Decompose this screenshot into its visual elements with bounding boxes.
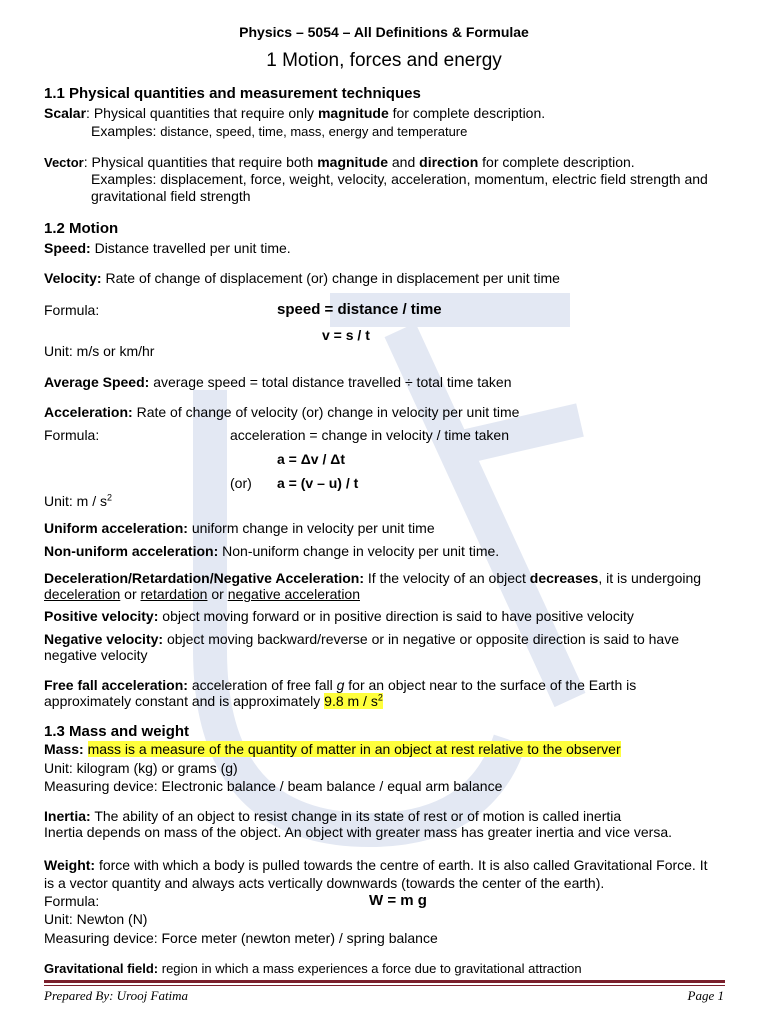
inertia-note: Inertia depends on mass of the object. An object with greater mass has greater inertia and vice versa. [44,824,673,840]
scalar-definition: Scalar: Physical quantities that require only magnitude for complete description. [44,105,546,121]
vector-examples-cont: gravitational field strength [91,188,251,204]
formula-label: Formula: [44,302,100,318]
section-heading-1-1: 1.1 Physical quantities and measurement techniques [44,85,421,102]
acceleration-formula-1: a = Δv / Δt [277,451,345,467]
weight-definition-cont: is a vector quantity and always acts vertically downwards (towards the center of the earth). [44,875,605,891]
mass-unit: Unit: kilogram (kg) or grams (g) [44,760,238,776]
uniform-acceleration-definition: Uniform acceleration: uniform change in velocity per unit time [44,520,435,536]
inertia-definition: Inertia: The ability of an object to resist change in its state of rest or of motion is called inertia [44,808,622,824]
footer-rule-thin [44,985,725,986]
free-fall-value: 9.8 m / $s^2$ [324,692,383,709]
weight-formula: W = m g [369,892,427,909]
section-heading-1-2: 1.2 Motion [44,220,119,237]
gravitational-field-definition: Gravitational field: region in which a mass experiences a force due to gravitational attraction [44,961,582,976]
negative-velocity-definition-cont: negative velocity [44,647,148,663]
section-heading-1-3: 1.3 Mass and weight [44,723,190,740]
acceleration-definition: Acceleration: Rate of change of velocity (or) change in velocity per unit time [44,404,520,420]
free-fall-value-line: approximately constant and is approximately 9.8 m / $s^2$ [44,692,383,709]
weight-measuring-device: Measuring device: Force meter (newton meter) / spring balance [44,930,438,946]
footer-prepared-by: Prepared By: Urooj Fatima [44,988,189,1003]
positive-velocity-definition: Positive velocity: object moving forward or in positive direction is said to have positive velocity [44,608,634,624]
deceleration-synonyms: deceleration or retardation or negative acceleration [44,586,360,602]
weight-unit: Unit: Newton (N) [44,911,148,927]
footer-page-number: Page 1 [687,988,724,1003]
weight-formula-label: Formula: [44,893,100,909]
mass-definition: Mass: mass is a measure of the quantity of matter in an object at rest relative to the observer [44,741,621,757]
acceleration-or: (or) [230,475,252,491]
velocity-definition: Velocity: Rate of change of displacement (or) change in displacement per unit time [44,270,560,286]
mass-measuring-device: Measuring device: Electronic balance / beam balance / equal arm balance [44,778,503,794]
speed-definition: Speed: Distance travelled per unit time. [44,240,291,256]
document-title: Physics – 5054 – All Definitions & Formulae [239,24,529,40]
speed-unit: Unit: m/s or km/hr [44,343,155,359]
weight-definition: Weight: force with which a body is pulled towards the centre of earth. It is also called Gravitational Force. It [44,857,708,873]
chapter-title: 1 Motion, forces and energy [266,50,502,71]
speed-formula: speed = distance / time [277,301,442,318]
acceleration-unit: Unit: m / $s^2$ [44,492,113,509]
acceleration-formula-label: Formula: [44,427,100,443]
acceleration-formula-text: acceleration = change in velocity / time taken [230,427,509,443]
free-fall-definition: Free fall acceleration: acceleration of free fall g for an object near to the surface of the Earth is [44,677,637,693]
scalar-examples: Examples: distance, speed, time, mass, energy and temperature [91,123,468,139]
speed-formula-symbolic: v = s / t [322,327,370,343]
vector-examples: Examples: displacement, force, weight, velocity, acceleration, momentum, electric field strength and [91,171,708,187]
deceleration-definition: Deceleration/Retardation/Negative Acceleration: If the velocity of an object decreases, it is undergoing [44,570,702,586]
non-uniform-acceleration-definition: Non-uniform acceleration: Non-uniform change in velocity per unit time. [44,543,500,559]
acceleration-formula-2: a = (v – u) / t [277,475,359,491]
negative-velocity-definition: Negative velocity: object moving backward/reverse or in negative or opposite direction is said to have [44,631,680,647]
footer-rule [44,980,725,983]
vector-definition: Vector: Physical quantities that require both magnitude and direction for complete description. [44,154,635,170]
average-speed-definition: Average Speed: average speed = total distance travelled ÷ total time taken [44,374,512,390]
